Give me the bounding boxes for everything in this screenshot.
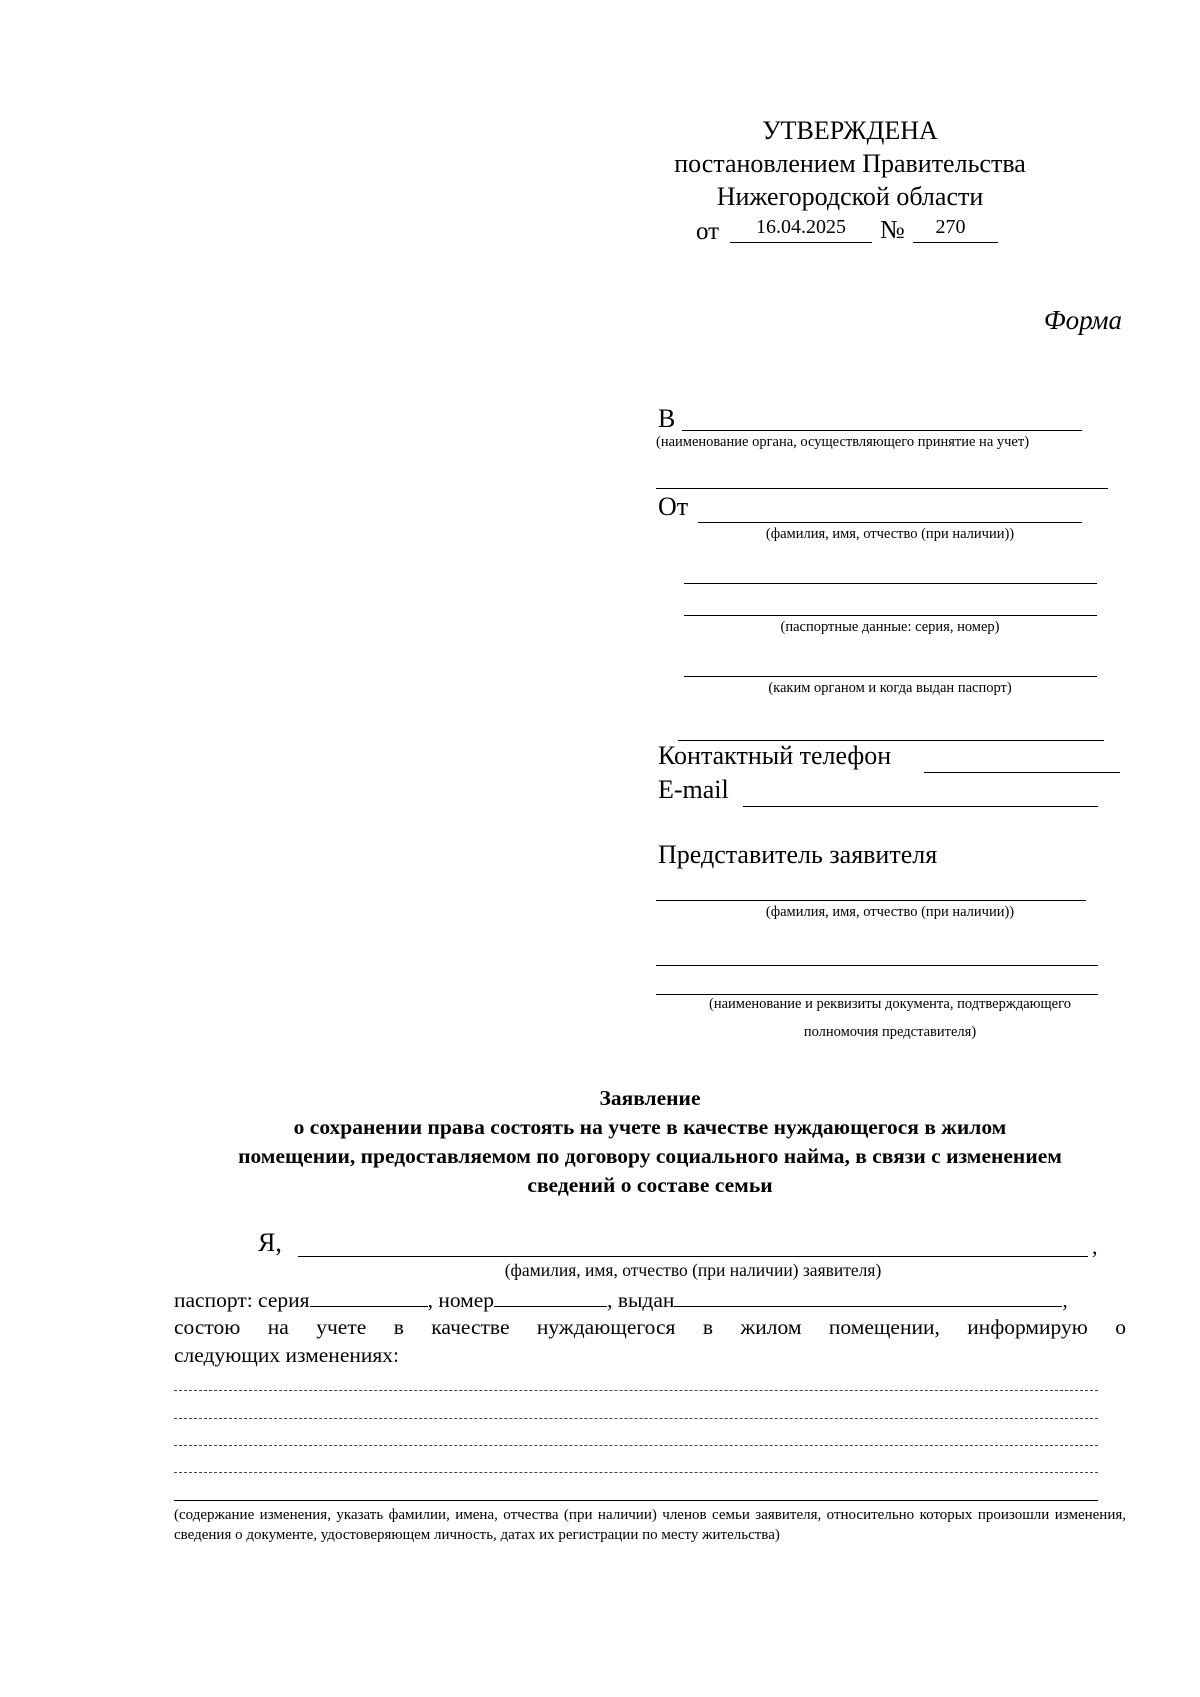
passport-issued-field[interactable] [674, 1286, 1062, 1307]
statement-line-2: следующих изменениях: [174, 1343, 399, 1367]
comma-1: , [1092, 1234, 1098, 1259]
passport-series-label: паспорт: серия [174, 1288, 310, 1312]
approval-block [640, 114, 1060, 213]
passport-number-label: , номер [427, 1288, 495, 1312]
approval-date-prefix: от [696, 218, 720, 245]
changes-line-5[interactable] [174, 1488, 1098, 1501]
to-field-line-2[interactable] [656, 470, 1108, 489]
document-title [170, 1084, 1130, 1200]
changes-line-1[interactable] [174, 1390, 1098, 1391]
changes-line-2[interactable] [174, 1418, 1098, 1419]
rep-doc-field-line-2[interactable] [656, 974, 1098, 995]
passport-issued-label: , выдан [607, 1288, 675, 1312]
phone-field[interactable] [924, 744, 1120, 773]
fio-hint: (фамилия, имя, отчество (при наличии)) [765, 526, 1015, 542]
form-label: Форма [1043, 305, 1122, 335]
applicant-fio-field[interactable] [298, 1228, 1088, 1257]
applicant-fio-hint: (фамилия, имя, отчество (при наличии) заявителя) [504, 1260, 882, 1280]
i-prefix: Я, [258, 1228, 282, 1257]
email-label: E-mail [658, 775, 729, 804]
changes-line-4[interactable] [174, 1472, 1098, 1473]
rep-doc-hint-line-2: полномочия представителя) [803, 1024, 977, 1040]
passport-line [174, 1286, 1126, 1314]
to-hint: (наименование органа, осуществляющего принятие на учет) [656, 434, 1030, 450]
to-prefix: В [658, 404, 676, 433]
passport-number-field[interactable] [494, 1286, 607, 1307]
from-field[interactable] [698, 494, 1082, 523]
approval-number: 270 [935, 216, 966, 238]
rep-doc-hint-line-1: (наименование и реквизиты документа, подтверждающего [709, 996, 1071, 1012]
rep-fio-field[interactable] [656, 880, 1086, 901]
from-prefix: От [658, 492, 689, 521]
approval-heading: УТВЕРЖДЕНА [762, 116, 938, 145]
issued-hint: (каким органом и когда выдан паспорт) [768, 680, 1012, 696]
statement-line-1: состою на учете в качестве нуждающегося в жилом помещении, информирую о [174, 1315, 1126, 1339]
passport-field[interactable] [684, 595, 1097, 616]
phone-label: Контактный телефон [658, 741, 892, 770]
to-field[interactable] [682, 400, 1082, 431]
passport-hint: (паспортные данные: серия, номер) [780, 619, 1000, 635]
fio-field-line-2[interactable] [684, 563, 1097, 584]
rep-fio-hint: (фамилия, имя, отчество (при наличии)) [765, 904, 1015, 920]
rep-doc-field[interactable] [656, 945, 1098, 966]
title-line-3: помещении, предоставляемом по договору социального найма, в связи с изменением [238, 1144, 1062, 1168]
changes-line-3[interactable] [174, 1445, 1098, 1446]
representative-label: Представитель заявителя [658, 840, 938, 869]
comma-2: , [1062, 1288, 1068, 1312]
approval-line-2: Нижегородской области [716, 182, 984, 211]
title-line-1: Заявление [599, 1086, 701, 1110]
issued-field-line-2[interactable] [678, 720, 1104, 741]
issued-field[interactable] [684, 656, 1097, 677]
changes-note: (содержание изменения, указать фамилии, имена, отчества (при наличии) членов семьи заявителя, относительно которых произошли изменения, сведения о документе, удостоверяющем личность, датах их регистрации по месту жительства) [174, 1507, 1126, 1543]
approval-date: 16.04.2025 [756, 216, 846, 238]
title-line-4: сведений о составе семьи [527, 1173, 773, 1197]
passport-series-field[interactable] [310, 1286, 428, 1307]
approval-number-prefix: № [880, 215, 905, 244]
title-line-2: о сохранении права состоять на учете в качестве нуждающегося в жилом [293, 1115, 1007, 1139]
approval-line-1: постановлением Правительства [674, 149, 1026, 178]
email-field[interactable] [743, 778, 1098, 807]
